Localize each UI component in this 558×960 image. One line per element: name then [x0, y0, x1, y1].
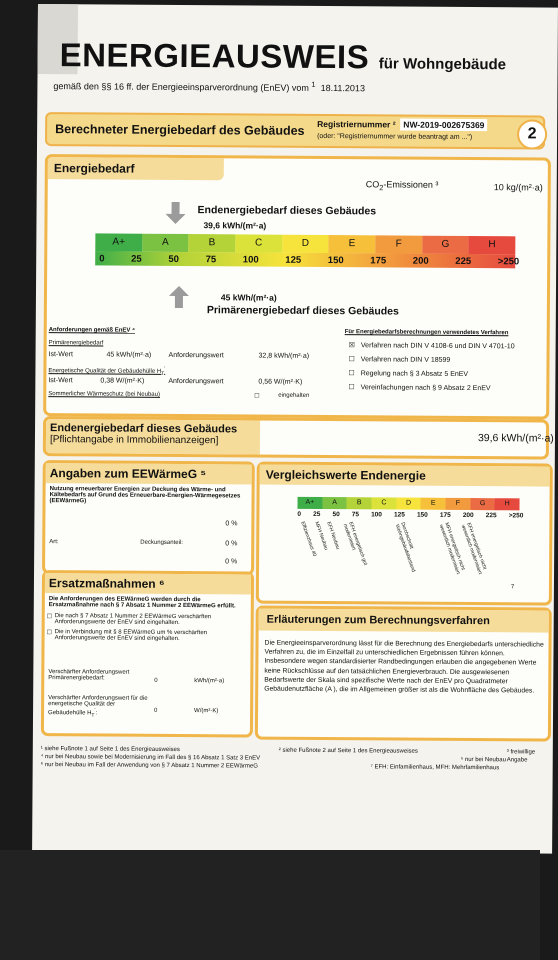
- ersatz-option-2: [45, 625, 251, 642]
- eewaerme-row-1: 0 %: [225, 520, 238, 528]
- section-title: Berechneter Energiebedarf des Gebäudes: [55, 122, 305, 138]
- vergleich-label-2: MFH Neubau: [313, 520, 330, 551]
- immobilien-section: [43, 416, 554, 460]
- primaer-arrow-icon: [169, 286, 189, 308]
- registration-number-row: [317, 119, 487, 130]
- footnote-5: ⁵ nur bei Neubau: [460, 756, 506, 764]
- certificate-subtitle: [53, 78, 365, 93]
- anforderungswert-label: Anforderungswert: [168, 351, 224, 360]
- verfahren-label-1: Verfahren nach DIN V 4108-6 und DIN V 4701-10: [360, 342, 515, 351]
- certificate-title: [60, 36, 507, 77]
- footnote-6: ⁶ nur bei Neubau im Fall der Anwendung von § 7 Absatz 1 Nummer 2 EEWärmeG: [40, 762, 258, 770]
- co2-value: 10 kg/(m²·a): [493, 182, 543, 193]
- scale-tick-2: 25: [313, 510, 321, 518]
- eewaerme-row-2: 0 %: [225, 540, 238, 548]
- verfahren-checkbox-4[interactable]: ☐: [348, 384, 355, 392]
- scale-tick-3: 50: [168, 253, 179, 265]
- vergleich-label-7: EFH energetisch nicht wesentlich modernisiert: [459, 521, 488, 576]
- scale-class-6: E: [329, 235, 376, 253]
- ist-wert-label-2: Ist-Wert: [48, 377, 73, 385]
- ersatz-option-2-text: Die in Verbindung mit § 8 EEWärmeG um % verschärften Anforderungswerte der EnEV sind eingehalten.: [54, 629, 208, 643]
- scale-tick-1: 0: [297, 510, 302, 518]
- dark-surface: [0, 850, 540, 960]
- scale-class-3: B: [189, 234, 236, 252]
- verfahren-label-4: Vereinfachungen nach § 9 Absatz 2 EnEV: [360, 384, 491, 393]
- verfahren-item-1: [349, 341, 545, 356]
- subtitle-date: 18.11.2013: [320, 82, 366, 94]
- anforderungswert-label-2: Anforderungswert: [168, 377, 224, 386]
- scale-class-4: C: [235, 234, 282, 252]
- waermeschutz-row: [48, 391, 338, 399]
- scale-class-9: H: [469, 236, 516, 254]
- scale-class-5: D: [396, 498, 421, 510]
- registration-label: Registriernummer ²: [317, 118, 396, 130]
- scale-class-1: A+: [297, 497, 322, 509]
- anf-primaer-row: [49, 351, 339, 360]
- ersatz-row1-unit: kWh/(m²·a): [194, 678, 225, 685]
- subtitle-footnote: 1: [311, 79, 316, 89]
- anf-huelle-row: [48, 377, 338, 386]
- page-number-badge: 2: [517, 119, 547, 149]
- eewaerme-desc: Nutzung erneuerbarer Energien zur Deckung des Wärme- und Kältebedarfs auf Grund des Erneuerbare-Energien-Wärmegesetzes (EEWärmeG): [49, 486, 241, 505]
- scale-class-1: A+: [95, 233, 142, 251]
- ersatz-row2-value: 0: [154, 707, 158, 714]
- scale-tick-4: 75: [351, 511, 360, 519]
- erlaeuterungen-text: Die Energieeinsparverordnung lässt für die Berechnung des Energiebedarfs unterschiedliche Verfahren zu, die im Einzelfall zu unterschiedlichen Ergebnissen führen können. Insbesondere wegen standardisierter Randbedingungen erlauben die angegebenen Werte keine Rückschlüsse auf den tatsächlichen Energieverbrauch. Die ausgewiesenen Bedarfswerte der Skala sind spezifische Werte nach der EnEV pro Quadratmeter Gebäudenutzfläche (A ), die im Allgemeinen größer ist als die Wohnfläche des Gebäudes.: [264, 639, 544, 695]
- scale-class-5: D: [282, 235, 329, 253]
- erlaeuterungen-title: Erläuterungen zum Berechnungsverfahren: [259, 609, 549, 633]
- immobilien-value: 39,6 kWh/(m²·a): [477, 432, 554, 445]
- scale-tick-6: 125: [393, 511, 405, 519]
- ersatz-checkbox-2[interactable]: ☐: [46, 630, 53, 637]
- title-main: ENERGIEAUSWEIS: [59, 36, 370, 76]
- anf-primaer-label: Primärenergiebedarf: [48, 340, 104, 347]
- verfahren-item-3: [348, 369, 544, 384]
- ersatz-section: [41, 570, 254, 737]
- co2-label: [366, 179, 439, 192]
- scale-tick-5: 100: [242, 254, 259, 266]
- registration-number: NW-2019-002675369: [400, 119, 487, 132]
- vergleich-label-1: Effizienzhaus 40: [299, 520, 318, 558]
- scale-tick-9: 200: [412, 255, 429, 267]
- verfahren-checkbox-1[interactable]: ☒: [348, 342, 355, 350]
- vergleich-label-5: Durchschnitt Wohngebäudebestand: [393, 521, 417, 573]
- primaer-ist-value: 45 kWh/(m²·a): [106, 351, 152, 359]
- eewaerme-row-3: 0 %: [225, 558, 238, 566]
- endenergie-label: Endenergiebedarf dieses Gebäudes: [197, 204, 377, 218]
- art-label: Art:: [49, 539, 59, 546]
- endenergie-value: 39,6 kWh/(m²·a): [203, 220, 267, 231]
- anf-huelle-label: Energetische Qualität der Gebäudehülle $H_T'$: [48, 365, 166, 378]
- verfahren-checkbox-2[interactable]: ☐: [348, 356, 355, 364]
- ersatz-title: Ersatzmaßnahmen ⁶: [45, 573, 251, 594]
- vergleich-label-4: EFH energetisch gut modernisiert: [341, 521, 369, 567]
- vergleich-scale: [297, 497, 519, 511]
- scale-tick-8: 175: [439, 511, 451, 519]
- deckungsanteil-label: Deckungsanteil:: [140, 539, 183, 547]
- scale-class-7: F: [446, 498, 471, 510]
- title-suffix: für Wohngebäude: [378, 55, 507, 74]
- ersatz-row1-value: 0: [154, 677, 158, 684]
- scale-class-4: C: [371, 497, 396, 509]
- scale-class-8: G: [422, 236, 469, 254]
- ersatz-row2-label: Verschärfter Anforderungswert für die energetische Qualität der Gebäudehülle $H_T'$:: [48, 695, 148, 719]
- immobilien-title: Endenergiebedarf dieses Gebäudes: [49, 422, 238, 436]
- vergleich-label-6: MFH energetisch nicht wesentlich modernisiert: [437, 521, 466, 576]
- energy-certificate-page: [32, 4, 558, 854]
- scale-tick-1: 0: [99, 253, 105, 265]
- ersatz-option-1-text: Die nach § 7 Absatz 1 Nummer 2 EEWärmeG verschärften Anforderungswerte der EnEV sind eingehalten.: [54, 613, 212, 627]
- ersatz-row1-label: Verschärfter Anforderungswert Primärenergiebedarf:: [48, 669, 130, 682]
- verfahren-title: Für Energiebedarfsberechnungen verwendetes Verfahren: [344, 329, 509, 337]
- ersatz-checkbox-1[interactable]: ☐: [46, 614, 53, 621]
- endenergie-arrow-icon: [165, 202, 185, 224]
- waermeschutz-checkbox[interactable]: ☐: [254, 393, 260, 400]
- co2-sub: 2: [379, 183, 384, 193]
- scale-tick-10: 225: [455, 255, 472, 268]
- scale-class-2: A: [142, 234, 189, 252]
- footnote-2: ² siehe Fußnote 2 auf Seite 1 des Energieausweises: [278, 747, 418, 755]
- scale-class-7: F: [375, 235, 422, 253]
- scale-tick-9: 200: [462, 511, 474, 520]
- energiebedarf-section: [43, 154, 551, 420]
- ersatz-desc: Die Anforderungen des EEWärmeG werden durch die Ersatzmaßnahme nach § 7 Absatz 1 Nummer 2 EEWärmeG erfüllt.: [48, 596, 236, 610]
- verfahren-item-2: [348, 355, 544, 370]
- ersatz-row2-label-text: Verschärfter Anforderungswert für die energetische Qualität der Gebäudehülle H: [48, 695, 148, 717]
- verfahren-label-2: Verfahren nach DIN V 18599: [360, 356, 451, 364]
- huelle-anf-value: 0,56 W/(m²·K): [258, 378, 303, 386]
- ist-wert-label: Ist-Wert: [48, 351, 73, 359]
- huelle-ist-value: 0,38 W/(m²·K): [100, 377, 145, 385]
- scale-tick-5: 100: [371, 511, 382, 519]
- footnote-7: ⁷ EFH: Einfamilienhaus, MFH: Mehrfamilienhaus: [370, 764, 500, 772]
- ersatz-row2-unit: W/(m²·K): [194, 708, 219, 715]
- primaer-value: 45 kWh/(m²·a): [220, 292, 277, 303]
- ersatz-option-1: [45, 611, 251, 626]
- scale-tick-3: 50: [332, 511, 340, 519]
- energiebedarf-title: Energiebedarf: [48, 157, 224, 180]
- scale-tick-11: >250: [497, 256, 520, 268]
- section-header-registration: [45, 112, 545, 149]
- vergleich-labels: [299, 520, 529, 595]
- verfahren-checkbox-3[interactable]: ☐: [348, 370, 355, 378]
- verfahren-item-4: [348, 383, 544, 398]
- vergleich-footnote: 7: [510, 584, 515, 591]
- primaer-label: Primärenergiebedarf dieses Gebäudes: [206, 304, 399, 318]
- erlaeuterungen-section: [255, 606, 552, 742]
- scale-tick-8: 175: [370, 255, 387, 267]
- registration-note: (oder: "Registriernummer wurde beantragt am ..."): [317, 132, 473, 142]
- co2-text: CO: [365, 179, 380, 190]
- primaer-anf-value: 32,8 kWh/(m²·a): [258, 352, 310, 360]
- immobilien-header: [46, 419, 260, 454]
- waermeschutz-label: Sommerlicher Wärmeschutz (bei Neubau): [48, 391, 160, 398]
- scale-class-8: G: [470, 498, 495, 510]
- scale-tick-2: 25: [131, 253, 142, 265]
- scale-class-3: B: [347, 497, 372, 509]
- verfahren-list: [348, 341, 544, 398]
- footnote-1: ¹ siehe Fußnote 1 auf Seite 1 des Energieausweises: [40, 746, 180, 754]
- huelle-label-text: Energetische Qualität der Gebäudehülle H: [48, 368, 162, 375]
- subtitle-prefix: gemäß den §§ 16 ff. der Energieeinsparverordnung (EnEV) vom: [53, 81, 312, 93]
- vergleich-ticks: [297, 511, 523, 520]
- immobilien-subtitle: [Pflichtangabe in Immobilienanzeigen]: [49, 434, 219, 447]
- scale-tick-11: >250: [508, 512, 524, 520]
- scale-class-9: H: [495, 498, 520, 510]
- footnote-3: ³ freiwillige Angabe: [506, 749, 536, 764]
- vergleich-section: [256, 462, 553, 606]
- vergleich-title: Vergleichswerte Endenergie: [260, 465, 550, 487]
- scale-class-2: A: [322, 497, 347, 509]
- verfahren-label-3: Regelung nach § 3 Absatz 5 EnEV: [360, 370, 469, 379]
- scale-tick-7: 150: [416, 511, 428, 519]
- scale-tick-10: 225: [485, 512, 497, 520]
- footnote-4: ⁴ nur bei Neubau sowie bei Modernisierung im Fall des § 16 Absatz 1 Satz 3 EnEV: [40, 754, 261, 762]
- co2-suffix: -Emissionen ³: [383, 179, 439, 190]
- footnotes: [41, 746, 551, 790]
- scale-tick-6: 125: [285, 254, 302, 266]
- anforderungen-title: Anforderungen gemäß EnEV ⁴: [48, 327, 136, 334]
- scale-class-6: E: [421, 498, 446, 510]
- scale-tick-7: 150: [327, 255, 344, 267]
- eewaerme-section: [42, 460, 255, 575]
- eingehalten-label: eingehalten: [278, 392, 310, 399]
- scale-tick-4: 75: [205, 254, 217, 266]
- vergleich-label-3: EFH Neubau: [325, 521, 341, 551]
- eewaerme-title: Angaben zum EEWärmeG ⁵: [46, 463, 252, 484]
